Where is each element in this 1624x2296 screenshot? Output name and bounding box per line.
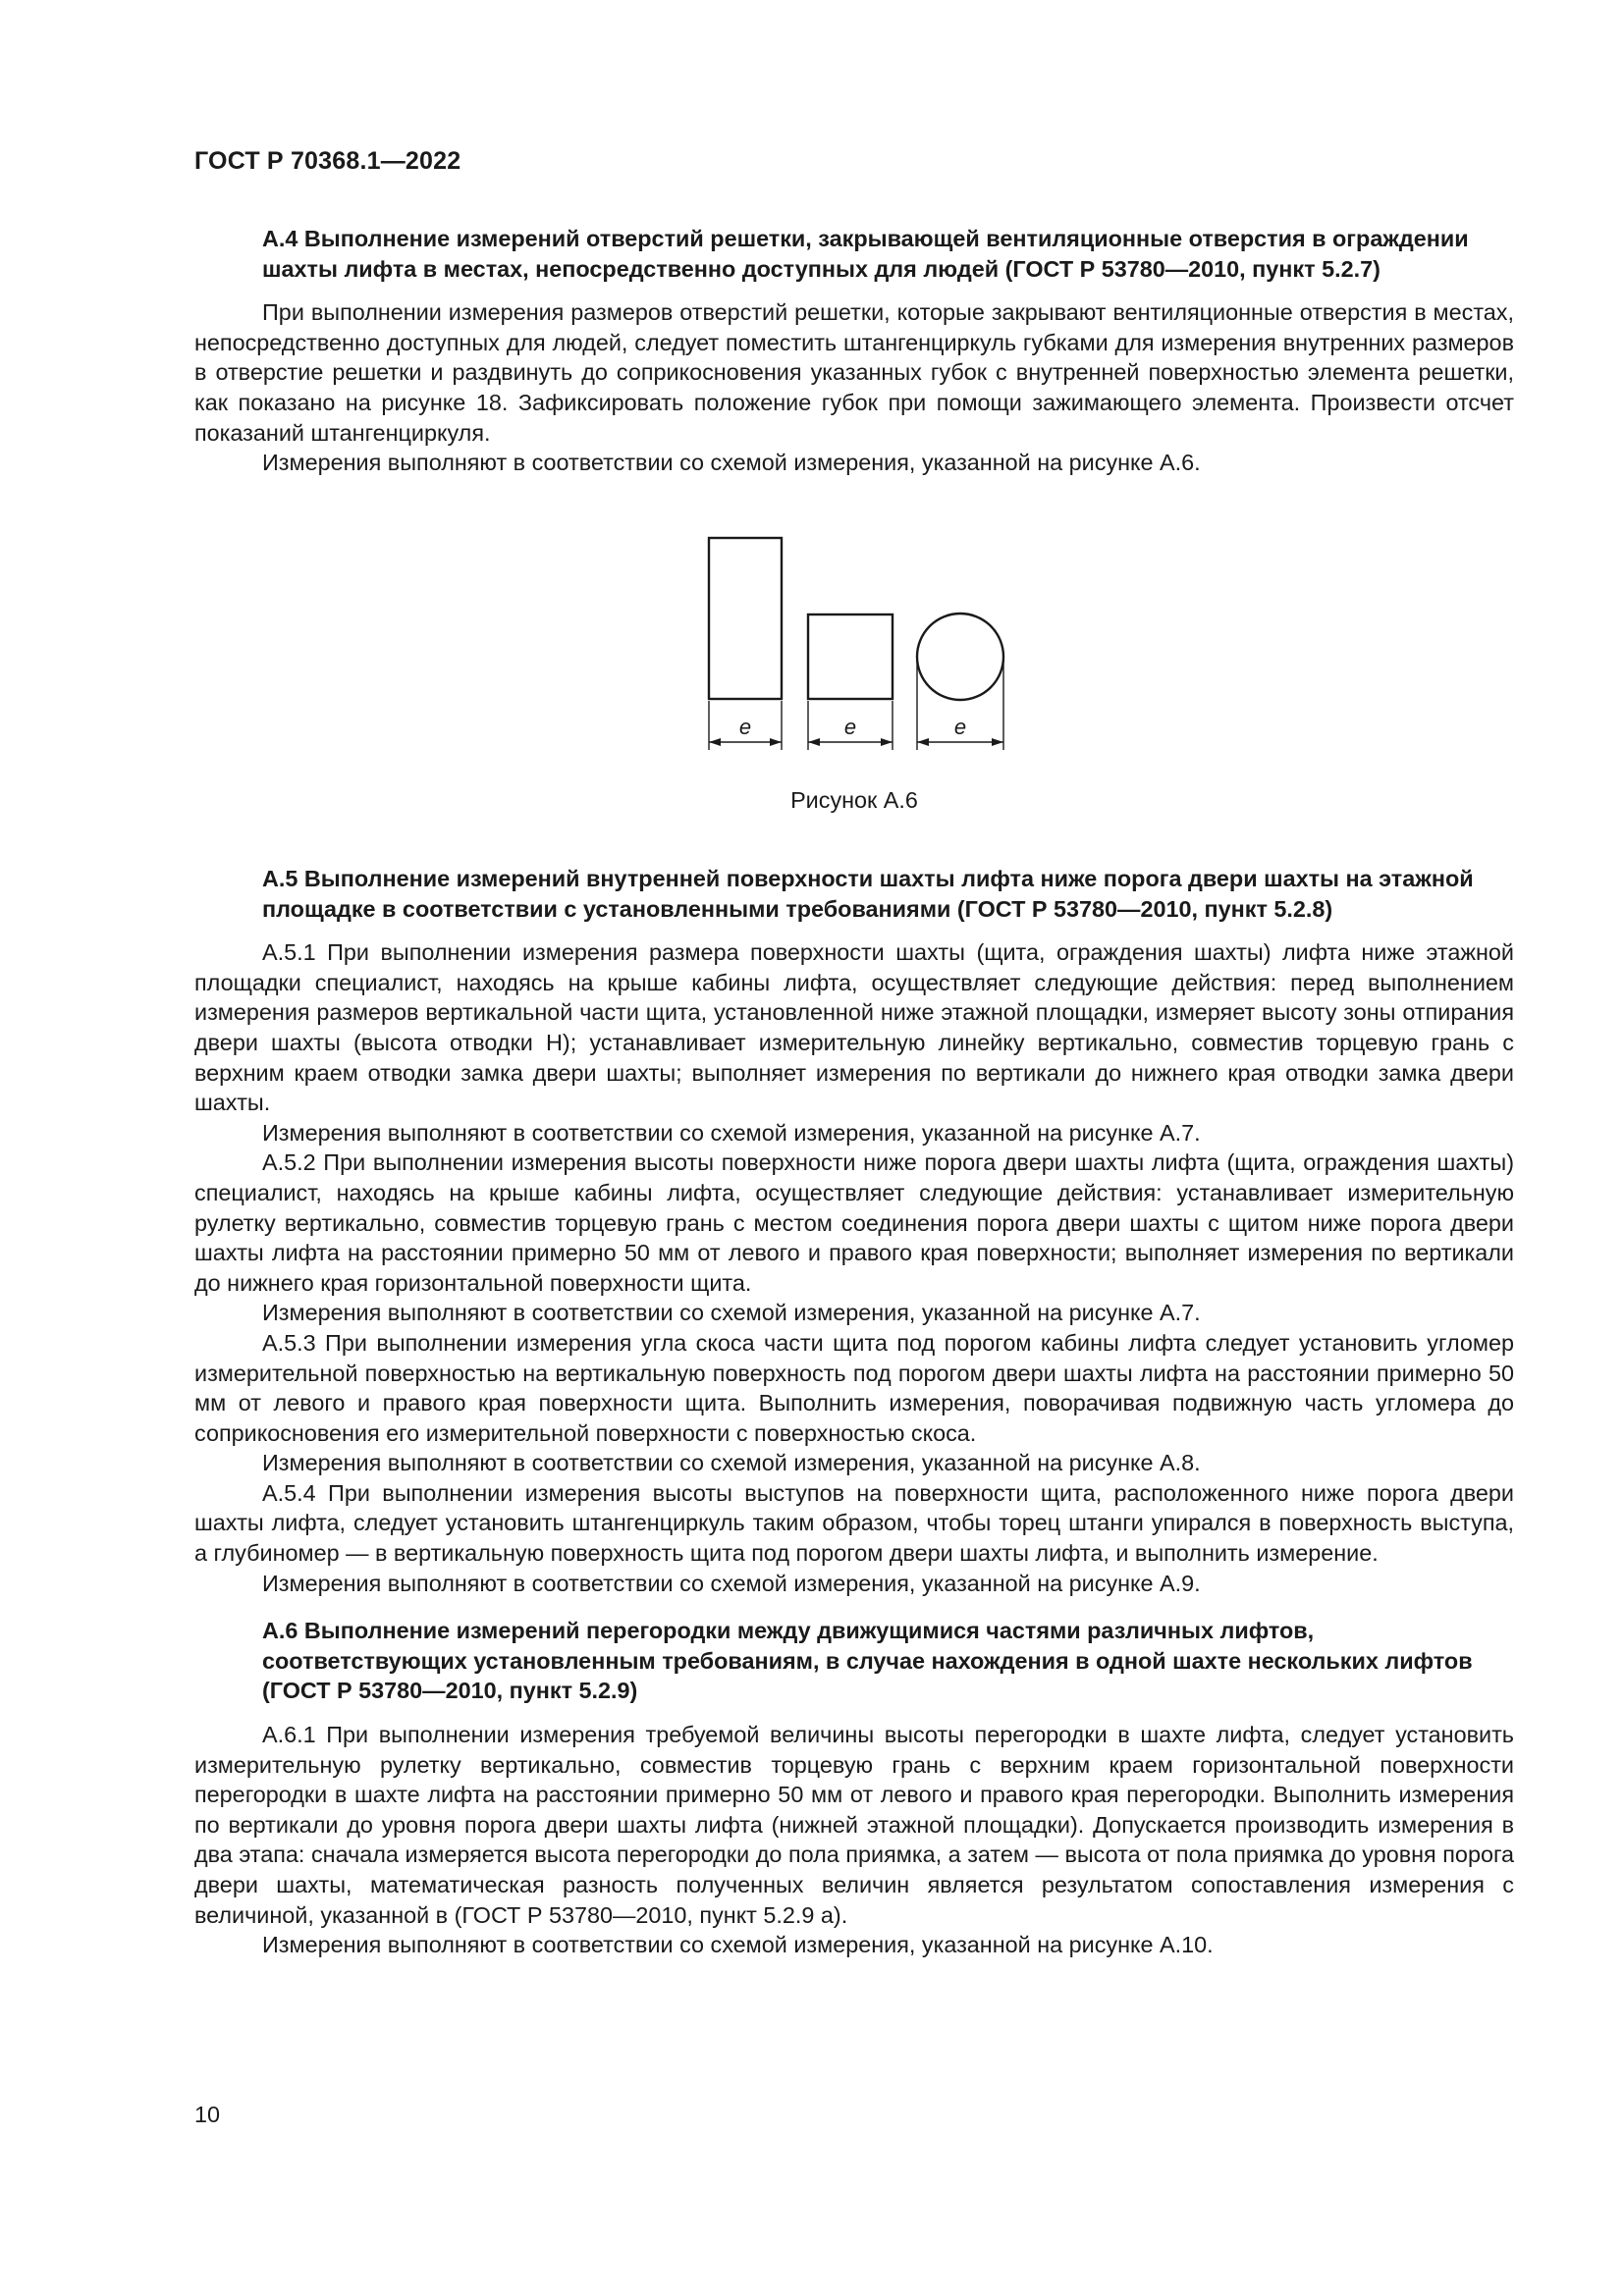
section-a5-paragraph-1: А.5.1 При выполнении измерения размера поверхности шахты (щита, ограждения шахты) лифта ниже этажной площадки специалист, находясь на крыше кабины лифта, осуществляет следующие действия: перед выполнением измерения размеров вертикальной части щита, установленной ниже этажной площадки, измеряет высоту зоны отпирания двери шахты (высота отводки Н); устанавливает измерительную линейку вертикально, совместив торцевую грань с верхним краем отводки замка двери шахты; выполняет измерения по вертикали до нижнего края отводки замка двери шахты. — [194, 939, 1514, 1116]
section-a4-heading: А.4 Выполнение измерений отверстий решетки, закрывающей вентиляционные отверстия в ограждении шахты лифта в местах, непосредственно доступных для людей (ГОСТ Р 53780—2010, пункт 5.2.7) — [262, 226, 1469, 282]
section-a5-paragraph-6: Измерения выполняют в соответствии со схемой измерения, указанной на рисунке А.8. — [262, 1450, 1201, 1476]
section-a5-paragraph-8: Измерения выполняют в соответствии со схемой измерения, указанной на рисунке А.9. — [262, 1570, 1201, 1596]
rectangle-shape — [709, 538, 782, 699]
section-a5-paragraph-2: Измерения выполняют в соответствии со схемой измерения, указанной на рисунке А.7. — [262, 1119, 1201, 1146]
dimension-label-rectangle: e — [738, 715, 752, 739]
page-content — [194, 224, 1514, 478]
page-content-continued — [194, 864, 1514, 1960]
figure-a6-diagram — [697, 532, 1011, 758]
page-number: 10 — [194, 2102, 221, 2127]
section-a5-paragraph-4: Измерения выполняют в соответствии со схемой измерения, указанной на рисунке А.7. — [262, 1300, 1201, 1326]
figure-caption: Рисунок А.6 — [790, 787, 918, 813]
section-a6-paragraph-2: Измерения выполняют в соответствии со схемой измерения, указанной на рисунке А.10. — [262, 1932, 1214, 1958]
section-a5-heading: А.5 Выполнение измерений внутренней поверхности шахты лифта ниже порога двери шахты на этажной площадке в соответствии с установленными требованиями (ГОСТ Р 53780—2010, пункт 5.2.8) — [262, 866, 1474, 922]
section-a5-paragraph-3: А.5.2 При выполнении измерения высоты поверхности ниже порога двери шахты лифта (щита, ограждения шахты) специалист, находясь на крыше кабины лифта, осуществляет следующие действия: устанавливает измерительную рулетку вертикально, совместив торцевую грань с местом соединения порога двери шахты с щитом ниже порога двери шахты лифта на расстоянии примерно 50 мм от левого и правого края поверхности; выполняет измерения по вертикали до нижнего края горизонтальной поверхности щита. — [194, 1149, 1514, 1296]
section-a4-paragraph-2: Измерения выполняют в соответствии со схемой измерения, указанной на рисунке А.6. — [262, 450, 1201, 476]
section-a5-paragraph-5: А.5.3 При выполнении измерения угла скоса части щита под порогом кабины лифта следует установить угломер измерительной поверхностью на вертикальную поверхность под порогом двери шахты лифта на расстоянии примерно 50 мм от левого и правого края поверхности щита. Выполнить измерения, поворачивая подвижную часть угломера до соприкосновения его измерительной поверхности с поверхностью скоса. — [194, 1329, 1514, 1446]
circle-shape — [917, 614, 1003, 700]
section-a6-paragraph-1: А.6.1 При выполнении измерения требуемой величины высоты перегородки в шахте лифта, следует установить измерительную рулетку вертикально, совместив торцевую грань с верхним краем горизонтальной поверхности перегородки в шахте лифта на расстоянии примерно 50 мм от левого и правого края перегородки. Выполнить измерения по вертикали до уровня порога двери шахты лифта (нижней этажной площадки). Допускается производить измерения в два этапа: сначала измеряется высота перегородки до пола приямка, а затем — высота от пола приямка до уровня порога двери шахты, математическая разность полученных величин является результатом сопоставления измерения с величиной, указанной в (ГОСТ Р 53780—2010, пункт 5.2.9 а). — [194, 1722, 1514, 1928]
dimension-label-circle: e — [953, 715, 967, 739]
document-header: ГОСТ Р 70368.1—2022 — [194, 147, 461, 175]
dimension-label-square: e — [843, 715, 857, 739]
section-a6-heading: А.6 Выполнение измерений перегородки между движущимися частями различных лифтов, соответствующих установленным требованиям, в случае нахождения в одной шахте нескольких лифтов (ГОСТ Р 53780—2010, пункт 5.2.9) — [262, 1618, 1473, 1704]
section-a4-paragraph-1: При выполнении измерения размеров отверстий решетки, которые закрывают вентиляционные отверстия в местах, непосредственно доступных для людей, следует поместить штангенциркуль губками для измерения внутренних размеров в отверстие решетки и раздвинуть до соприкосновения указанных губок с внутренней поверхностью элемента решетки, как показано на рисунке 18. Зафиксировать положение губок при помощи зажимающего элемента. Произвести отсчет показаний штангенциркуля. — [194, 299, 1514, 446]
section-a5-paragraph-7: А.5.4 При выполнении измерения высоты выступов на поверхности щита, расположенного ниже порога двери шахты лифта, следует установить штангенциркуль таким образом, чтобы торец штанги упирался в поверхность выступа, а глубиномер — в вертикальную поверхность щита под порогом двери шахты лифта, и выполнить измерение. — [194, 1479, 1514, 1567]
figure-a6 — [194, 532, 1514, 817]
square-shape — [808, 614, 893, 699]
